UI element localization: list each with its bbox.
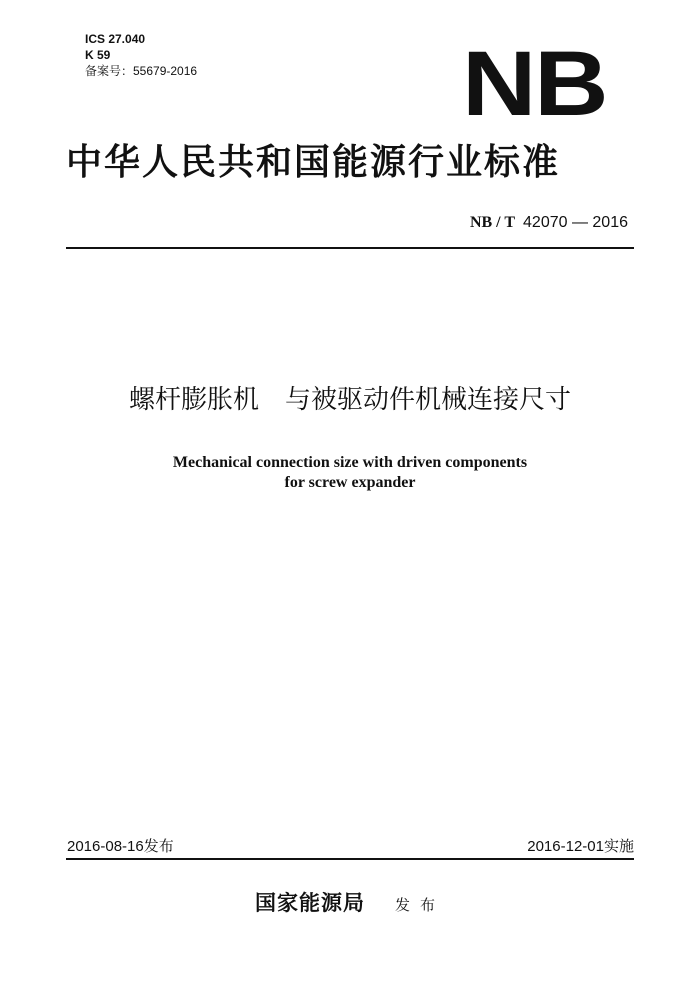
implementation-date xyxy=(527,836,634,857)
implementation-label: 实施 xyxy=(603,837,634,855)
issue-label: 发布 xyxy=(143,837,174,855)
issue-date xyxy=(67,836,174,857)
publisher-line xyxy=(0,888,700,920)
title-en-line-1: Mechanical connection size with driven components xyxy=(172,454,528,471)
classification-block xyxy=(85,31,197,79)
bottom-divider xyxy=(66,858,634,860)
standard-category-title: 中华人民共和国能源行业标准 xyxy=(66,141,561,183)
ccs-code: K 59 xyxy=(85,48,111,62)
implementation-date-value: 2016-12-01 xyxy=(527,838,604,855)
filing-number: 备案号：55679-2016 xyxy=(85,64,198,78)
standard-number xyxy=(470,212,628,233)
title-en-line-2: for screw expander xyxy=(284,474,416,491)
top-divider xyxy=(66,247,634,249)
ics-code: ICS 27.040 xyxy=(85,32,146,46)
standard-number-value: 42070 — 2016 xyxy=(523,214,628,231)
publisher-action: 发布 xyxy=(394,896,445,914)
document-title-en xyxy=(0,453,700,493)
issue-date-value: 2016-08-16 xyxy=(67,838,144,855)
document-title-zh: 螺杆膨胀机 与被驱动件机械连接尺寸 xyxy=(128,385,571,415)
standard-code: NB / T xyxy=(469,214,516,231)
publisher-org: 国家能源局 xyxy=(254,890,365,915)
nb-logo: NB xyxy=(462,33,607,135)
